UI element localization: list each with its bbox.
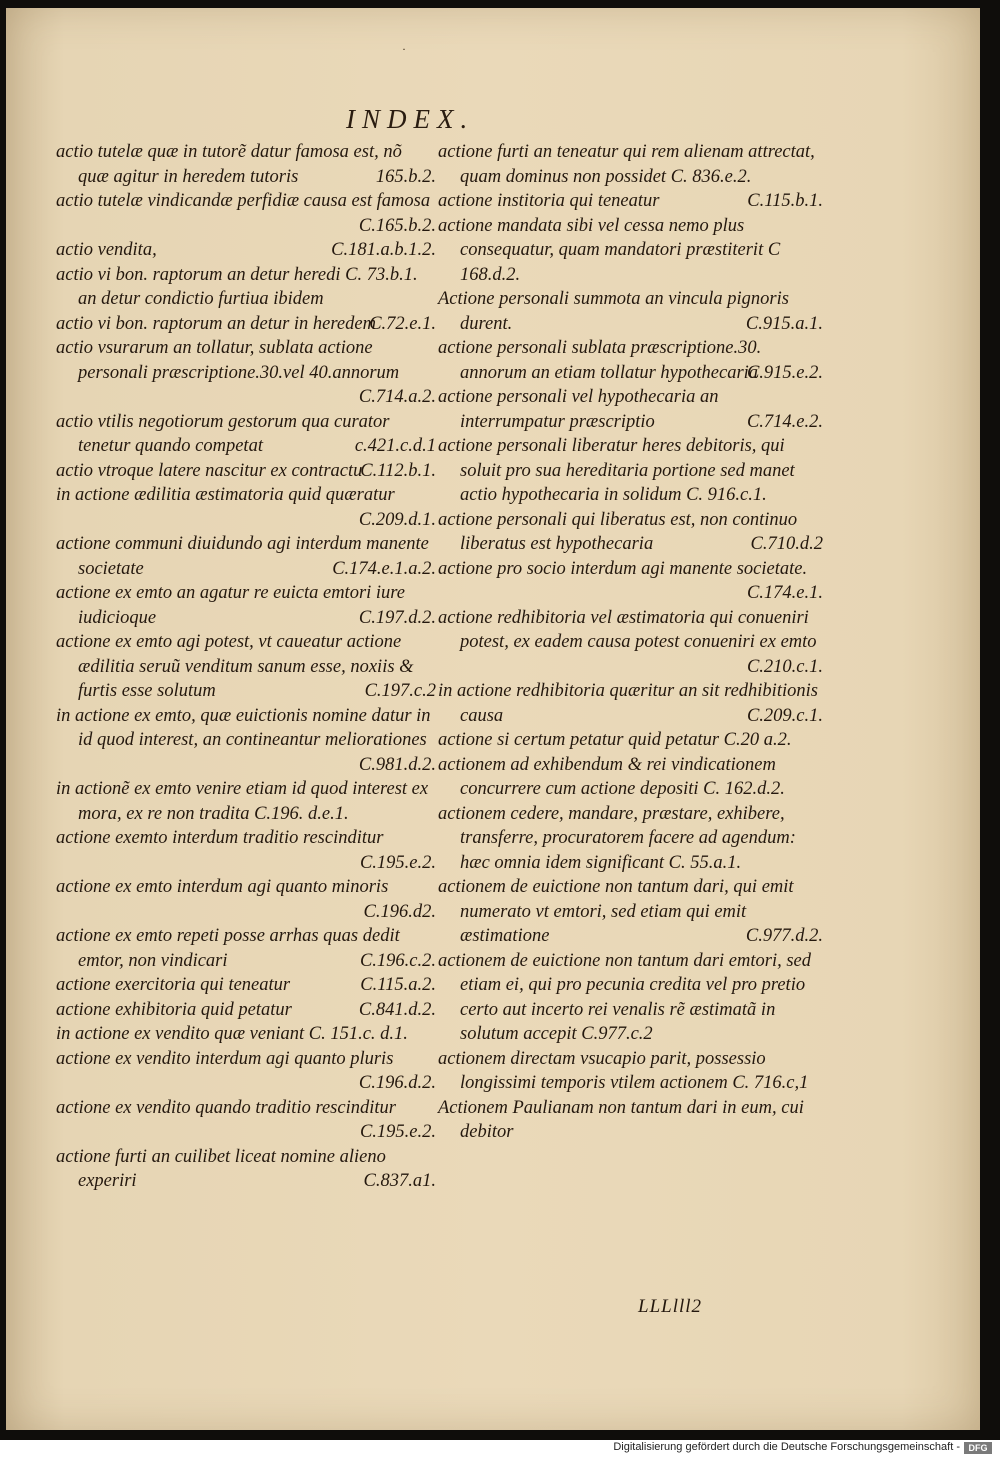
entry-reference: C.195.e.2. xyxy=(359,1122,436,1142)
index-entry xyxy=(56,704,436,778)
entry-reference: C.714.a.2. xyxy=(358,387,436,407)
entry-text: actio vtilis negotiorum gestorum qua curator tenetur quando competat xyxy=(56,411,390,456)
entry-text: actione personali sublata præscriptione.30. annorum an etiam tollatur hypothecaria xyxy=(438,338,762,383)
entry-reference: C.196.d.2. xyxy=(358,1073,436,1093)
index-entry xyxy=(56,1145,436,1194)
entry-reference: C.915.a.1. xyxy=(745,313,823,334)
index-entry xyxy=(438,214,823,288)
entry-text: actio vtroque latere nascitur ex contractu xyxy=(56,460,363,481)
entry-text: actione redhibitoria vel æstimatoria qui conueniri potest, ex eadem causa potest conueniri ex emto xyxy=(438,607,817,652)
entry-text: actio vendita, xyxy=(56,240,157,260)
catchword: LLLlll2 xyxy=(638,1296,703,1317)
entry-reference: C.210.c.1. xyxy=(746,656,823,677)
footer-bar xyxy=(0,1440,1000,1457)
entry-text: actione furti an cuilibet liceat nomine alieno experiri xyxy=(56,1146,386,1191)
index-entry xyxy=(56,581,436,630)
entry-text: actio vi bon. raptorum an detur heredi C. 73.b.1. an detur condictio furtiua ibidem xyxy=(56,264,418,309)
index-entry xyxy=(438,802,823,876)
entry-text: actionem ad exhibendum & rei vindicationem concurrere cum actione depositi C. 162.d.2. xyxy=(438,754,785,799)
index-entry xyxy=(56,263,436,312)
index-entry xyxy=(438,1096,823,1145)
entry-text: in actione ex emto, quæ euictionis nomine datur in id quod interest, an contineantur meliorationes xyxy=(56,705,431,750)
index-entry xyxy=(438,606,823,680)
entry-text: in actionẽ ex emto venire etiam id quod interest ex mora, ex re non tradita C.196. d.e.1. xyxy=(56,779,429,824)
index-entry xyxy=(56,1047,436,1096)
entry-text: actione exemto interdum traditio rescinditur xyxy=(56,828,384,848)
index-entry xyxy=(56,875,436,924)
index-entry xyxy=(438,679,823,728)
entry-text: actione furti an teneatur qui rem alienam attrectat, quam dominus non possidet C. 836.e.2. xyxy=(438,142,815,187)
index-entry xyxy=(56,924,436,973)
entry-text: actione exhibitoria quid petatur xyxy=(56,999,292,1020)
entry-text: actionem directam vsucapio parit, possessio longissimi temporis vtilem actionem C. 716.c,1 xyxy=(438,1048,809,1093)
index-entry xyxy=(438,1047,823,1096)
entry-text: in actione redhibitoria quæritur an sit redhibitionis causa xyxy=(438,681,818,726)
index-entry xyxy=(56,532,436,581)
entry-reference: c.421.c.d.1 xyxy=(354,436,436,456)
entry-reference: C.112.b.1. xyxy=(360,460,436,481)
index-entry xyxy=(56,826,436,875)
index-entry xyxy=(56,1096,436,1145)
entry-reference: C.181.a.b.1.2. xyxy=(331,240,436,260)
entry-reference: C.196.c.2. xyxy=(359,950,436,971)
index-entry xyxy=(56,973,436,998)
entry-text: actio vi bon. raptorum an detur in heredem xyxy=(56,313,376,334)
entry-reference: C.209.c.1. xyxy=(746,705,823,726)
entry-reference: C.72.e.1. xyxy=(369,313,436,334)
index-entry xyxy=(56,189,436,238)
entry-reference: C.981.d.2. xyxy=(358,754,436,775)
entry-reference: C.837.a1. xyxy=(363,1171,436,1191)
index-entry xyxy=(438,287,823,336)
index-entry xyxy=(56,1022,436,1047)
entry-text: in actione ex vendito quæ veniant C. 151.c. d.1. xyxy=(56,1024,408,1044)
entry-text: in actione ædilitia æstimatoria quid quæratur xyxy=(56,485,395,505)
entry-text: actio tutelæ vindicandæ perfidiæ causa est famosa xyxy=(56,191,431,211)
index-entry xyxy=(438,508,823,557)
index-entry xyxy=(56,140,436,189)
entry-reference: C.115.a.2. xyxy=(360,975,436,995)
right-column xyxy=(438,140,823,1145)
index-entry xyxy=(56,336,436,410)
entry-text: actionem de euictione non tantum dari emtori, sed etiam ei, qui pro pecunia credita vel pro pretio certo aut incerto rei venalis rẽ æstimatã in solutum accepit C.977.c.2 xyxy=(438,950,812,1044)
entry-reference: C.977.d.2. xyxy=(745,926,823,946)
index-entry xyxy=(56,459,436,484)
entry-text: actione personali qui liberatus est, non continuo liberatus est hypothecaria xyxy=(438,509,798,554)
index-entry xyxy=(56,998,436,1023)
index-entry xyxy=(56,630,436,704)
entry-text: actione ex vendito quando traditio rescinditur xyxy=(56,1097,396,1118)
running-head: INDEX. xyxy=(346,104,475,134)
entry-reference: C.165.b.2. xyxy=(358,215,436,236)
entry-text: actione communi diuidundo agi interdum manente societate xyxy=(56,534,429,579)
entry-text: actio tutelæ quæ in tutorẽ datur famosa est, nõ quæ agitur in heredem tutoris xyxy=(56,142,402,187)
index-entry xyxy=(56,483,436,532)
entry-reference: C.115.b.1. xyxy=(747,191,823,211)
entry-text: actione institoria qui teneatur xyxy=(438,191,660,211)
entry-reference: 165.b.2. xyxy=(375,166,436,187)
entry-text: actione ex vendito interdum agi quanto pluris xyxy=(56,1048,394,1069)
entry-text: actione pro socio interdum agi manente societate. xyxy=(438,558,808,579)
entry-reference: C.209.d.1. xyxy=(358,509,436,530)
index-entry xyxy=(56,777,436,826)
entry-text: actionem de euictione non tantum dari, qui emit numerato vt emtori, sed etiam qui emit æstimatione xyxy=(438,877,794,946)
printer-mark: · xyxy=(402,42,406,56)
entry-text: actione mandata sibi vel cessa nemo plus consequatur, quam mandatori præstiterit C 168.d.2. xyxy=(438,215,781,285)
index-entry xyxy=(438,434,823,508)
entry-text: actione ex emto agi potest, vt caueatur actione ædilitia seruũ venditum sanum esse, noxiis & furtis esse solutum xyxy=(56,632,414,701)
left-column xyxy=(56,140,436,1194)
index-entry xyxy=(438,557,823,606)
book-page xyxy=(6,8,980,1430)
entry-reference: C.174.e.1.a.2. xyxy=(332,558,436,579)
entry-text: actione exercitoria qui teneatur xyxy=(56,975,291,995)
index-entry xyxy=(438,385,823,434)
entry-reference: C.841.d.2. xyxy=(358,999,436,1020)
index-entry xyxy=(438,336,823,385)
index-entry xyxy=(56,410,436,459)
entry-text: actione si certum petatur quid petatur C.20 a.2. xyxy=(438,730,792,750)
entry-text: actione personali liberatur heres debitoris, qui soluit pro sua hereditaria portione sed manet actio hypothecaria in solidum C. 916.c.1. xyxy=(438,436,795,505)
entry-reference: C.174.e.1. xyxy=(746,583,823,603)
entry-text: actionem cedere, mandare, præstare, exhibere, transferre, procuratorem facere ad agendum: hæc omnia idem significant C. 55.a.1. xyxy=(438,803,796,873)
entry-reference: C.197.c.2 xyxy=(364,681,436,701)
entry-text: actione ex emto repeti posse arrhas quas dedit emtor, non vindicari xyxy=(56,926,400,971)
entry-text: Actione personali summota an vincula pignoris durent. xyxy=(438,289,789,334)
index-entry xyxy=(438,140,823,189)
index-entry xyxy=(438,728,823,753)
index-entry xyxy=(438,875,823,949)
funding-credit: Digitalisierung gefördert durch die Deutsche Forschungsgemeinschaft - xyxy=(613,1441,960,1453)
dfg-logo: DFG xyxy=(964,1442,992,1454)
entry-reference: C.915.e.2. xyxy=(746,362,823,383)
index-entry xyxy=(438,189,823,214)
entry-text: actio vsurarum an tollatur, sublata actione personali præscriptione.30.vel 40.annorum xyxy=(56,338,400,383)
entry-reference: C.710.d.2 xyxy=(750,534,823,554)
entry-text: actione ex emto an agatur re euicta emtori iure iudicioque xyxy=(56,583,406,628)
entry-text: actione ex emto interdum agi quanto minoris xyxy=(56,877,389,897)
index-entry xyxy=(438,949,823,1047)
entry-reference: C.196.d2. xyxy=(363,901,436,922)
entry-reference: C.195.e.2. xyxy=(359,852,436,873)
entry-reference: C.714.e.2. xyxy=(746,411,823,432)
entry-reference: C.197.d.2. xyxy=(358,607,436,628)
index-entry xyxy=(56,312,436,337)
entry-text: Actionem Paulianam non tantum dari in eum, cui debitor xyxy=(438,1097,804,1142)
index-entry xyxy=(438,753,823,802)
entry-text: actione personali vel hypothecaria an interrumpatur præscriptio xyxy=(438,387,719,432)
index-entry xyxy=(56,238,436,263)
